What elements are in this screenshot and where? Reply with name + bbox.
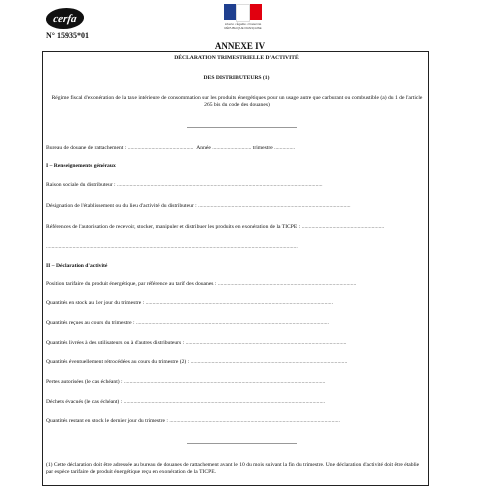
form-subtitle: DES DISTRIBUTEURS (1) (203, 75, 270, 81)
pertes-field[interactable]: Pertes autorisées (le cas échéant) : ................................................................................................................................................ (46, 379, 326, 385)
annex-title: ANNEXE IV (214, 41, 266, 51)
references-continuation-field[interactable]: .................................................................................................................................................................................... (46, 244, 298, 250)
trimestre-label: trimestre (252, 145, 275, 151)
cerfa-number: N° 15935*01 (46, 31, 89, 40)
republic-motto: Liberté • Égalité • Fraternité RÉPUBLIQUE FRANÇAISE (224, 22, 262, 30)
section-activity-heading: II – Déclaration d'activité (46, 263, 108, 269)
declaration-form (42, 51, 429, 486)
quantites-livrees-field[interactable]: Quantités livrées à des utilisateurs ou à d'autres distributeurs : ................................................................................................................... (46, 340, 347, 346)
quantites-recues-field[interactable]: Quantités reçues au cours du trimestre : .......................................................................................................................................... (46, 320, 329, 326)
bureau-row[interactable]: Bureau de douane de rattachement : ............................................... Année ............................ trimestre ............... (46, 145, 296, 151)
form-title: DÉCLARATION TRIMESTRIELLE D'ACTIVITÉ (174, 55, 299, 61)
raison-sociale-field[interactable]: Raison sociale du distributeur : ................................................................................................................................................... (46, 182, 323, 188)
footnote-1: (1) Cette déclaration doit être adressée au bureau de douanes de rattachement avant le 10 du mois suivant la fin du trimestre. Une déclaration d'activité doit être établie par espèce tarifaire de produit énergétique reçu en exonération de la TICPE. (46, 462, 420, 475)
annee-label: Année (196, 145, 213, 151)
designation-field[interactable]: Désignation de l'établissement ou du lieu d'activité du distributeur : ............................................................................................................. (46, 203, 351, 209)
quantites-restant-field[interactable]: Quantités restant en stock le dernier jour du trimestre : .......................................................................................................................... (46, 418, 340, 424)
cerfa-logo: cerfa (45, 8, 86, 29)
references-field[interactable]: Références de l'autorisation de recevoir, stocker, manipuler et distribuer les produits en exonération de la TICPE : ........................................................... (46, 224, 385, 230)
section-general-heading: I – Renseignements généraux (46, 163, 116, 169)
marianne-logo (218, 4, 268, 38)
regime-text: Régime fiscal d'exonération de la taxe intérieure de consommation sur les produits énergétiques pour un usage autre que carburant ou combustible (a) du 1 de l'article 265 bis du code des douanes) (51, 95, 423, 108)
quantites-retrocedees-field[interactable]: Quantités éventuellement rétrocédées au cours du trimestre (2) : ................................................................................................................ (46, 359, 348, 365)
separator (187, 127, 297, 128)
quantites-stock-field[interactable]: Quantités en stock au 1er jour du trimestre : ...................................................................................................................................... (46, 300, 333, 306)
separator-footnotes (187, 443, 297, 444)
dechets-field[interactable]: Déchets évacués (le cas échéant) : ................................................................................................................................................ (46, 399, 326, 405)
bureau-label: Bureau de douane de rattachement : (46, 145, 128, 151)
position-tarifaire-field[interactable]: Position tarifaire du produit énergétique, par référence au tarif des douanes : ................................................................................................... (46, 281, 357, 287)
french-flag-icon (224, 4, 262, 20)
